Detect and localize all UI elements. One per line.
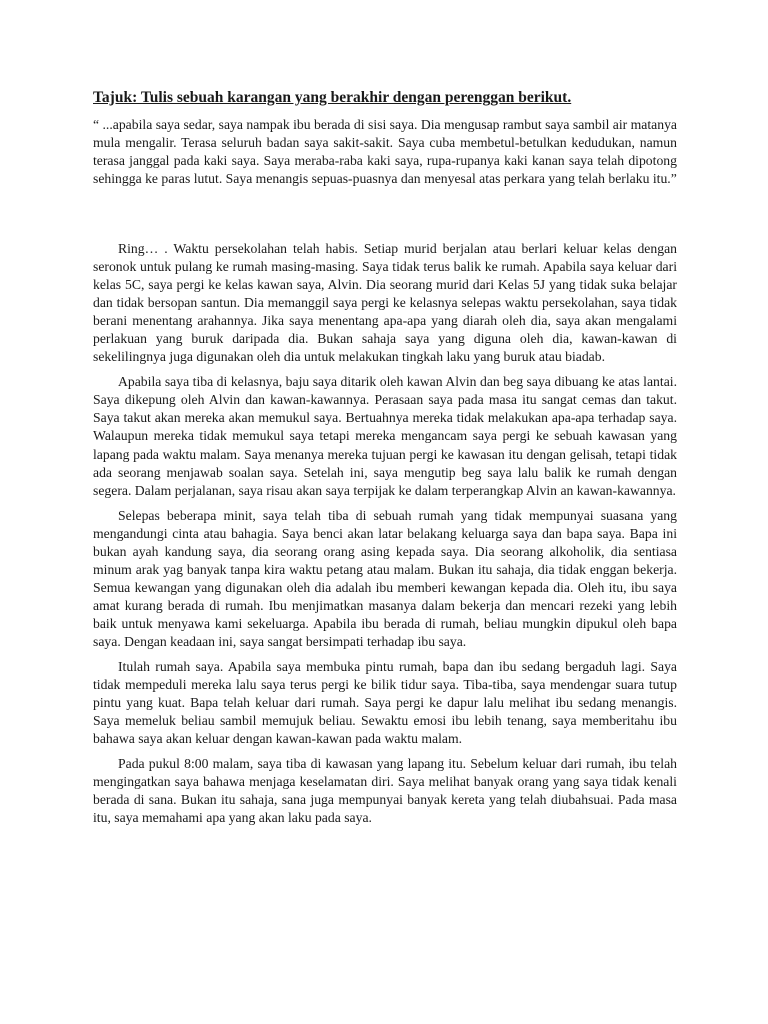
essay-paragraph-4: Itulah rumah saya. Apabila saya membuka pintu rumah, bapa dan ibu sedang bergaduh lagi. Saya tidak mempeduli mereka lalu saya terus pergi ke bilik tidur saya. Tiba-tiba, saya mendengar suara tutup pintu yang kuat. Bapa telah keluar dari rumah. Saya pergi ke dapur lalu melihat ibu sedang menangis. Saya memeluk beliau sambil memujuk beliau. Sewaktu emosi ibu lebih tenang, saya memberitahu ibu bahawa saya akan keluar dengan kawan-kawan pada waktu malam. — [93, 659, 677, 747]
essay-paragraph-1: Ring… . Waktu persekolahan telah habis. Setiap murid berjalan atau berlari keluar kelas dengan seronok untuk pulang ke rumah masing-masing. Saya tidak terus balik ke rumah. Apabila saya keluar dari kelas 5C, saya pergi ke kelas kawan saya, Alvin. Dia seorang murid dari Kelas 5J yang tidak suka belajar dan tidak bersopan santun. Dia memanggil saya pergi ke kelasnya selepas waktu persekolahan, saya tidak berani menentang arahannya. Jika saya menentang apa-apa yang diarah oleh dia, saya akan mengalami perlakuan yang buruk daripada dia. Bukan sahaja saya yang diguna oleh dia, kawan-kawan di sekelilingnya juga digunakan oleh dia untuk melakukan tingkah laku yang buruk atau biadab. — [93, 241, 677, 365]
closing-paragraph-quote: “ ...apabila saya sedar, saya nampak ibu berada di sisi saya. Dia mengusap rambut saya sambil air matanya mula mengalir. Terasa seluruh badan saya sakit-sakit. Saya cuba membetul-betulkan kedudukan, namun terasa janggal pada kaki saya. Saya meraba-raba kaki saya, rupa-rupanya kaki kanan saya telah dipotong sehingga ke paras lutut. Saya menangis sepuas-puasnya dan menyesal atas perkara yang telah berlaku itu.” — [93, 117, 678, 186]
essay-paragraph-5: Pada pukul 8:00 malam, saya tiba di kawasan yang lapang itu. Sebelum keluar dari rumah, ibu telah mengingatkan saya bahawa menjaga keselamatan diri. Saya melihat banyak orang yang saya tidak kenali berada di sana. Bukan itu sahaja, sana juga mempunyai banyak kereta yang telah diubahsuai. Pada masa itu, saya memahami apa yang akan laku pada saya. — [93, 756, 677, 826]
essay-paragraph-3: Selepas beberapa minit, saya telah tiba di sebuah rumah yang tidak mempunyai suasana yang mengandungi cinta atau bahagia. Saya benci akan latar belakang keluarga saya dan bapa saya. Bapa ini bukan ayah kandung saya, dia seorang orang asing kepada saya. Dia seorang alkoholik, dia sentiasa minum arak yag banyak tanpa kira waktu petang atau malam. Bukan itu sahaja, dia tidak enggan bekerja. Semua kewangan yang digunakan oleh dia adalah ibu memberi kewangan kepada dia. Oleh itu, ibu saya amat kurang berada di rumah. Ibu menjimatkan masanya dalam bekerja dan mencari rezeki yang lebih baik untuk menyawa kami sekeluarga. Apabila ibu berada di rumah, beliau mungkin dipukul oleh bapa saya. Dengan keadaan ini, saya sangat bersimpati terhadap ibu saya. — [93, 507, 677, 649]
essay-title: Tajuk: Tulis sebuah karangan yang berakhir dengan perenggan berikut. — [93, 89, 572, 106]
essay-paragraph-2: Apabila saya tiba di kelasnya, baju saya ditarik oleh kawan Alvin dan beg saya dibuang ke atas lantai. Saya dikepung oleh Alvin dan kawan-kawannya. Perasaan saya pada masa itu sangat cemas dan takut. Saya takut akan mereka akan memukul saya. Bertuahnya mereka tidak melakukan apa-apa terhadap saya. Walaupun mereka tidak memukul saya tetapi mereka mengancam saya pergi ke sebuah kawasan yang lapang pada waktu malam. Saya menanya mereka tujuan pergi ke kawasan itu dengan gelisah, tetapi tidak ada seorang menjawab soalan saya. Setelah ini, saya mengutip beg saya lalu balik ke rumah dengan segera. Dalam perjalanan, saya risau akan saya terpijak ke dalam terperangkap Alvin an kawan-kawannya. — [93, 374, 677, 498]
document-page — [93, 88, 677, 834]
